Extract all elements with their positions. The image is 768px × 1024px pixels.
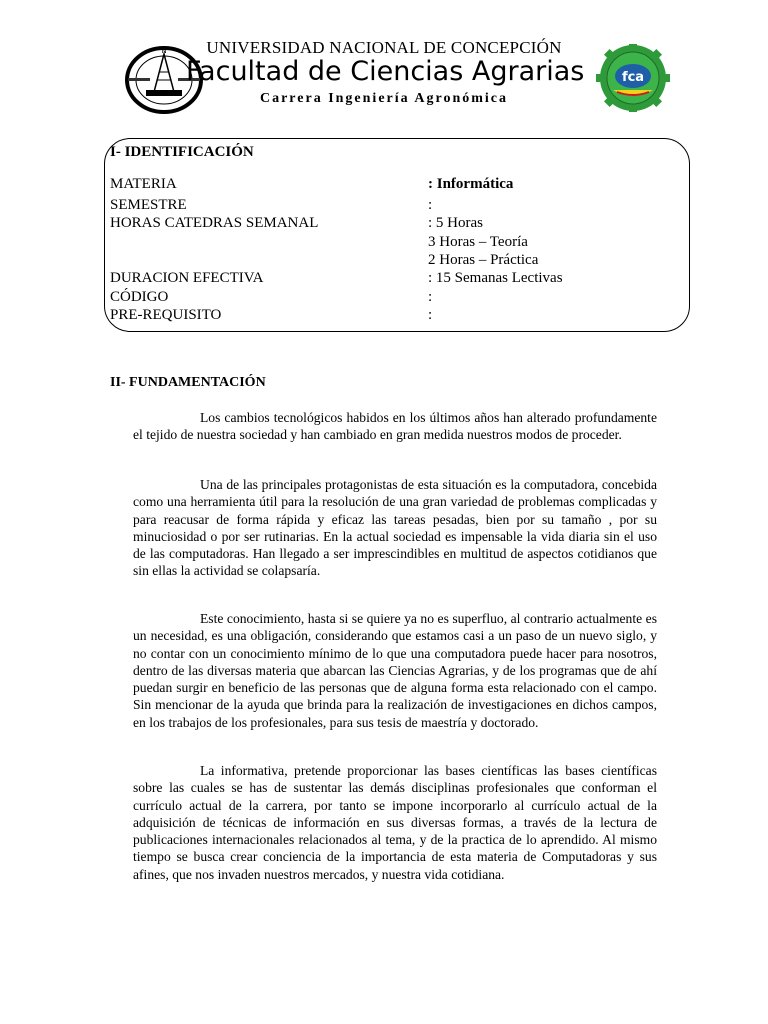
paragraph-1: Los cambios tecnológicos habidos en los últimos años han alterado profundamente el tejido de nuestra sociedad y han cambiado en gran medida nuestros modos de proceder. — [133, 410, 657, 443]
label-duracion: DURACION EFECTIVA — [110, 270, 264, 286]
label-codigo: CÓDIGO — [110, 289, 169, 305]
value-semestre: : — [428, 197, 433, 213]
value-horas-practica: 2 Horas – Práctica — [428, 252, 539, 268]
university-name: UNIVERSIDAD NACIONAL DE CONCEPCIÓN — [206, 38, 562, 57]
paragraph-4: La informativa, pretende proporcionar las bases científicas las bases científicas sobre las cuales se has de sustentar las demás disciplinas profesionales que conforman el currículo actual de la carrera, por tanto se impone incorporarlo al currículo actual de la adquisición de técnicas de información en sus diversas formas, a través de la lectura de publicaciones internacionales relacionados al tema, y de la practica de lo aprendido. Al mismo tiempo se busca crear conciencia de la importancia de esta materia de Computadoras y sus afines, que nos invaden nuestros mercados, y nuestra vida cotidiana. — [133, 763, 657, 882]
fca-logo-text: fca — [621, 70, 645, 85]
identification-box — [104, 138, 690, 332]
career-name: Carrera Ingeniería Agronómica — [259, 91, 508, 106]
label-horas-catedras: HORAS CATEDRAS SEMANAL — [110, 215, 319, 231]
value-codigo: : — [428, 289, 433, 305]
value-materia: : Informática — [428, 176, 514, 192]
fca-gear-logo — [596, 44, 670, 112]
paragraph-3: Este conocimiento, hasta si se quiere ya no es superfluo, al contrario actualmente es un necesidad, es una obligación, considerando que estamos casi a un paso de un nuevo siglo, y no contar con un conocimiento mínimo de lo que una computadora puede hacer para nosotros, dentro de las diversas materia que abarcan las Ciencias Agrarias, y de los programas que de ahí puedan surgir en beneficio de las personas que de alguna forma esta relacionado con el campo. Sin mencionar de la ayuda que brinda para la realización de investigaciones en dichos campos, en los trabajos de los profesionales, para sus tesis de maestría y doctorado. — [133, 611, 657, 730]
identification-title: I- IDENTIFICACIÓN — [110, 144, 254, 160]
faculty-name: Facultad de Ciencias Agrarias — [186, 56, 585, 87]
label-semestre: SEMESTRE — [110, 197, 187, 213]
value-horas-total: : 5 Horas — [428, 215, 483, 231]
paragraph-2: Una de las principales protagonistas de esta situación es la computadora, concebida como una herramienta útil para la resolución de una gran variedad de problemas complicadas y para reacusar de forma rápida y eficaz las tareas pesadas, bien por su tamaño , por su minuciosidad o por ser rutinarias. En la actual sociedad es impensable la vida diaria sin el uso de las computadoras. Han llegado a ser imprescindibles en multitud de aspectos cotidianos que sin ellas la actividad se colapsaría. — [133, 477, 657, 579]
value-horas-teoria: 3 Horas – Teoría — [428, 234, 528, 250]
document-header — [0, 0, 768, 120]
svg-text:N: N — [161, 47, 167, 55]
label-prerequisito: PRE-REQUISITO — [110, 307, 222, 323]
fundamentacion-title: II- FUNDAMENTACIÓN — [110, 375, 266, 390]
value-prerequisito: : — [428, 307, 433, 323]
value-duracion: : 15 Semanas Lectivas — [428, 270, 563, 286]
label-materia: MATERIA — [110, 176, 177, 192]
